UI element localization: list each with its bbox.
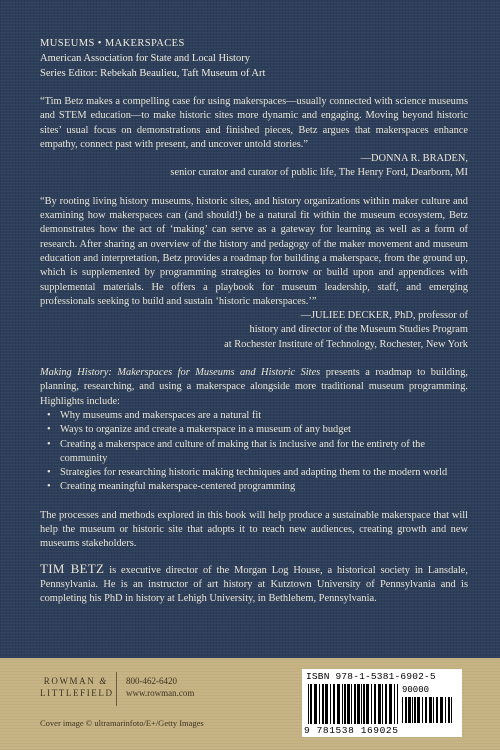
series-name: MUSEUMS • MAKERSPACES [40,38,185,49]
highlights-list [40,409,468,495]
blurb-quote-1: “Tim Betz makes a compelling case for using makerspaces—usually connected with science museums and STEM education—to make historic sites more dynamic and engaging. Moving beyond historic sites’ usual focus on demonstrations and finished pieces, Betz argues that makerspaces enhance empathy, connect past with present, and uncover untold stories.” [40,96,468,150]
publisher-website: www.rowman.com [126,688,195,698]
footer-divider [116,672,117,706]
blurb-quote-2: “By rooting living history museums, historic sites, and history organizations within maker culture and examining how makerspaces can (and should!) be a natural fit within the museum ecosystem, Betz demonstrates how the act of ‘making’ can serve as a gateway for learning as well as a form of research. After sharing an overview of the history and pedagogy of the maker movement and museum education and interpretation, Betz provides a roadmap for building a makerspace, from the ground up, which is supplemented by programming strategies to borrow or build upon and appendices with supplemental materials. He offers a playbook for museum leadership, staff, and emerging professionals seeking to build and sustain ‘historic makerspaces.’” [40,195,468,307]
list-item: • Creating meaningful makerspace-centered programming [60,480,468,494]
barcode-digits: 9 781538 169025 [304,725,399,736]
blurb-author-1: —DONNA R. BRADEN, [360,153,468,165]
list-item: • Strategies for researching historic making techniques and adapting them to the modern world [60,466,468,480]
description-closing: The processes and methods explored in this book will help produce a sustainable makerspace that will help the museum or historic site that adopts it to reach new audiences, creating growth and new museums stakeholders. [40,509,468,550]
list-item: • Why museums and makerspaces are a natural fit [60,409,468,423]
series-header [40,36,470,81]
publisher-association: American Association for State and Local History [40,53,250,64]
author-name: TIM BETZ [40,560,105,576]
blurb-author-2: —JULIEE DECKER, PhD, professor of [300,310,468,322]
author-bio [40,562,468,607]
publisher-contact [126,675,194,699]
addon-barcode-graphic [402,697,452,737]
description-intro [40,366,468,409]
blurb-affiliation-2a: history and director of the Museum Studies Program [249,324,468,336]
cover-image-credit: Cover image © ultramarinfoto/E+/Getty Images [40,718,204,728]
cover-copy [40,95,468,607]
publisher-phone: 800-462-6420 [126,676,177,686]
description-intro-text: presents a roadmap to building, planning, researching, and using a makerspace alongside more traditional museum programming. Highlights include: [40,367,468,407]
blurb-affiliation-2b: at Rochester Institute of Technology, Rochester, New York [224,338,468,350]
publisher-logo: ROWMAN & LITTLEFIELD [40,676,114,698]
isbn-number: ISBN 978-1-5381-6902-5 [306,671,436,682]
series-editor: Series Editor: Rebekah Beaulieu, Taft Museum of Art [40,68,266,79]
book-title: Making History: Makerspaces for Museums and Historic Sites [40,367,321,379]
list-item: • Creating a makerspace and culture of making that is inclusive and for the entirety of the community [60,438,468,467]
list-item: • Ways to organize and create a makerspace in a museum of any budget [60,423,468,437]
ean-barcode-graphic [308,684,398,724]
price-code: 90000 [402,685,430,695]
author-bio-text: is executive director of the Morgan Log House, a historical society in Lansdale, Pennsylvania. He is an instructor of art history at Kutztown University of Pennsylvania and is completing his PhD in history at Lehigh University, in Bethlehem, Pennsylvania. [40,564,468,605]
isbn-barcode [302,669,462,737]
blurb-affiliation-1: senior curator and curator of public life, The Henry Ford, Dearborn, MI [170,167,468,179]
